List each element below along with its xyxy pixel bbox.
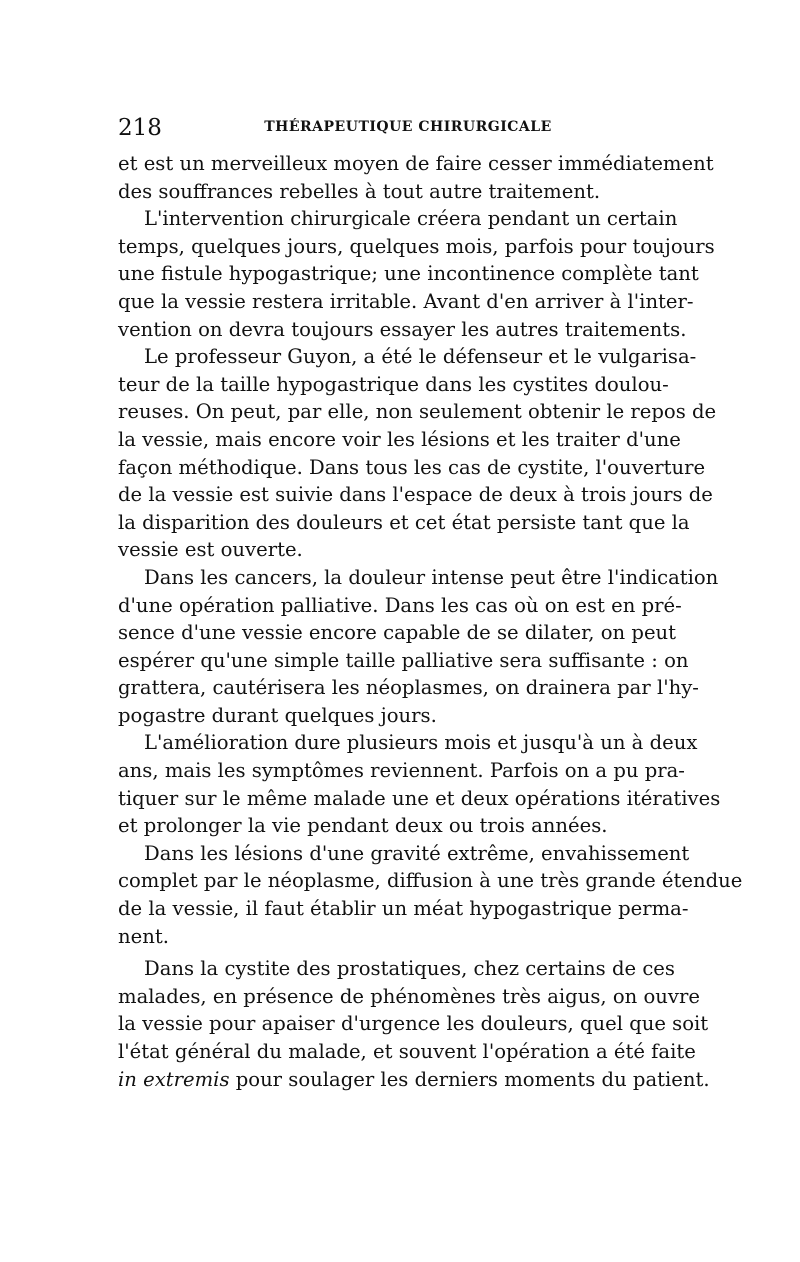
italic-phrase: in extremis: [118, 1067, 230, 1091]
paragraph-2: [118, 205, 715, 343]
text-line: l'état général du malade, et souvent l'opération a été faite: [118, 1040, 696, 1063]
text-line-rest: pour soulager les derniers moments du patient.: [229, 1067, 710, 1091]
text-line-last: [118, 1066, 710, 1094]
text-line: ans, mais les symptômes reviennent. Parfois on a pu pra-: [118, 759, 685, 783]
page-number: 218: [118, 115, 162, 141]
text-line: la disparition des douleurs et cet état persiste tant que la: [118, 510, 690, 534]
text-line: la vessie pour apaiser d'urgence les douleurs, quel que soit: [118, 1012, 709, 1036]
text-line: L'amélioration dure plusieurs mois et jusqu'à un à deux: [144, 731, 698, 755]
paragraph-5: [118, 729, 721, 839]
text-line: et prolonger la vie pendant deux ou trois années.: [118, 814, 608, 838]
body-text: [118, 150, 743, 1093]
text-line: Dans la cystite des prostatiques, chez certains de ces: [144, 957, 675, 981]
text-line: Dans les lésions d'une gravité extrême, envahissement: [144, 841, 690, 865]
running-title: THÉRAPEUTIQUE CHIRURGICALE: [264, 119, 552, 135]
text-line: vessie est ouverte.: [118, 538, 303, 562]
text-line: vention on devra toujours essayer les autres traitements.: [118, 317, 687, 341]
text-line: nent.: [118, 924, 169, 948]
text-line: de la vessie est suivie dans l'espace de deux à trois jours de: [118, 483, 713, 507]
paragraph-4: [118, 564, 719, 730]
text-line: façon méthodique. Dans tous les cas de cystite, l'ouverture: [118, 455, 706, 479]
text-line: Le professeur Guyon, a été le défenseur et le vulgarisa-: [144, 345, 697, 369]
text-line: temps, quelques jours, quelques mois, parfois pour toujours: [118, 234, 715, 258]
text-line: complet par le néoplasme, diffusion à une très grande étendue: [118, 869, 743, 893]
text-line: L'intervention chirurgicale créera pendant un certain: [144, 207, 678, 231]
text-line: Dans les cancers, la douleur intense peut être l'indication: [144, 565, 719, 589]
text-line: teur de la taille hypogastrique dans les cystites doulou-: [118, 372, 669, 396]
text-line: de la vessie, il faut établir un méat hypogastrique perma-: [118, 897, 689, 921]
paragraph-6: [118, 840, 743, 950]
text-line: et est un merveilleux moyen de faire cesser immédiatement: [118, 152, 714, 175]
text-line: la vessie, mais encore voir les lésions et les traiter d'une: [118, 427, 681, 451]
paragraph-3: [118, 343, 717, 564]
text-line: reuses. On peut, par elle, non seulement obtenir le repos de: [118, 400, 717, 424]
text-line: pogastre durant quelques jours.: [118, 703, 437, 727]
text-line: tiquer sur le même malade une et deux opérations itératives: [118, 786, 721, 810]
paragraph-7: [118, 955, 710, 1093]
text-line: des souffrances rebelles à tout autre traitement.: [118, 179, 601, 203]
text-line: espérer qu'une simple taille palliative sera suffisante : on: [118, 648, 689, 672]
text-line: sence d'une vessie encore capable de se dilater, on peut: [118, 621, 677, 645]
text-line: malades, en présence de phénomènes très aigus, on ouvre: [118, 984, 700, 1008]
text-line: grattera, cautérisera les néoplasmes, on drainera par l'hy-: [118, 676, 699, 700]
text-line: que la vessie restera irritable. Avant d'en arriver à l'inter-: [118, 289, 694, 313]
text-line: une fistule hypogastrique; une incontinence complète tant: [118, 262, 699, 286]
paragraph-1: [118, 150, 714, 205]
page-header: [118, 114, 680, 144]
text-line: d'une opération palliative. Dans les cas où on est en pré-: [118, 593, 682, 617]
